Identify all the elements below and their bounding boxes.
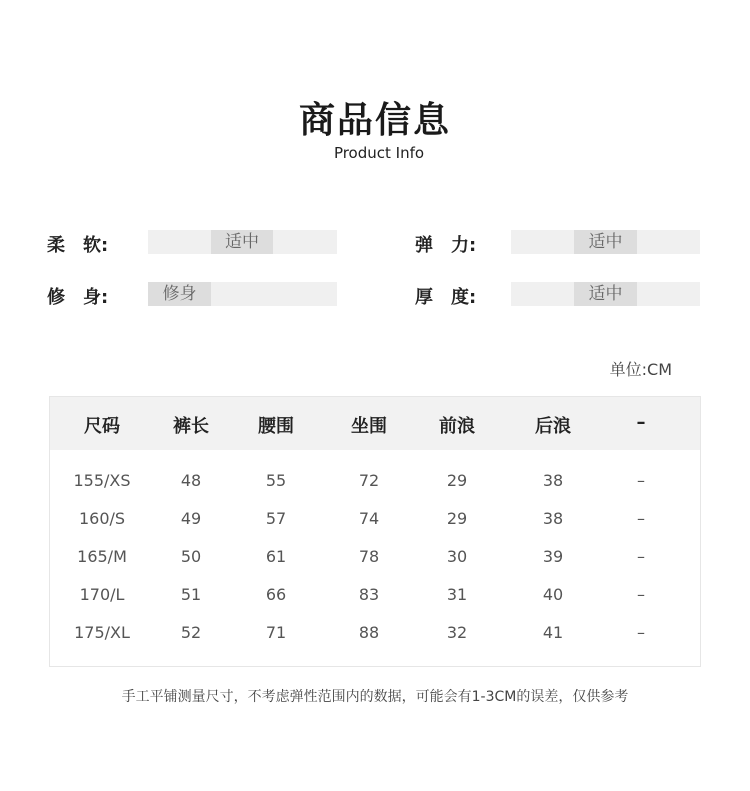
cell-hip: 74 xyxy=(358,509,380,528)
header-cell: 前浪 xyxy=(439,416,475,437)
cell-extra: – xyxy=(637,471,645,490)
thickness-bar xyxy=(511,282,700,306)
page-subtitle: Product Info xyxy=(333,144,425,162)
cell-back-rise: 38 xyxy=(542,471,564,490)
cell-hip: 72 xyxy=(358,471,380,490)
fit-label: 修 身: xyxy=(47,287,109,308)
cell-back-rise: 38 xyxy=(542,509,564,528)
header-cell: 坐围 xyxy=(351,416,387,437)
header-cell: 尺码 xyxy=(84,416,120,437)
cell-front-rise: 29 xyxy=(446,471,468,490)
cell-length: 49 xyxy=(180,509,202,528)
cell-size: 170/L xyxy=(79,585,125,604)
cell-size: 160/S xyxy=(78,509,126,528)
size-table xyxy=(49,396,701,667)
thickness-value: 适中 xyxy=(574,282,637,306)
softness-bar xyxy=(148,230,337,254)
cell-length: 50 xyxy=(180,547,202,566)
fit-bar xyxy=(148,282,337,306)
cell-front-rise: 32 xyxy=(446,623,468,642)
cell-waist: 55 xyxy=(265,471,287,490)
cell-back-rise: 40 xyxy=(542,585,564,604)
softness-label: 柔 软: xyxy=(47,235,109,256)
cell-length: 48 xyxy=(180,471,202,490)
thickness-label: 厚 度: xyxy=(415,287,477,308)
fit-value: 修身 xyxy=(148,282,211,306)
header-cell: 裤长 xyxy=(173,416,209,437)
elasticity-value: 适中 xyxy=(574,230,637,254)
cell-length: 51 xyxy=(180,585,202,604)
cell-hip: 88 xyxy=(358,623,380,642)
cell-back-rise: 39 xyxy=(542,547,564,566)
cell-length: 52 xyxy=(180,623,202,642)
cell-waist: 61 xyxy=(265,547,287,566)
cell-hip: 78 xyxy=(358,547,380,566)
cell-extra: – xyxy=(637,623,645,642)
measurement-footnote: 手工平铺测量尺寸，不考虑弹性范围内的数据，可能会有1-3CM的误差，仅供参考 xyxy=(121,689,629,705)
unit-label: 单位:CM xyxy=(609,360,672,379)
cell-extra: – xyxy=(637,585,645,604)
header-cell: – xyxy=(636,412,646,433)
cell-size: 165/M xyxy=(77,547,127,566)
cell-front-rise: 29 xyxy=(446,509,468,528)
cell-extra: – xyxy=(637,509,645,528)
page-title: 商品信息 xyxy=(298,100,451,141)
elasticity-bar xyxy=(511,230,700,254)
cell-extra: – xyxy=(637,547,645,566)
header-cell: 腰围 xyxy=(258,416,294,437)
header-cell: 后浪 xyxy=(535,416,571,437)
cell-back-rise: 41 xyxy=(542,623,564,642)
table-header xyxy=(50,397,700,450)
cell-waist: 66 xyxy=(265,585,287,604)
cell-waist: 71 xyxy=(265,623,287,642)
cell-hip: 83 xyxy=(358,585,380,604)
cell-front-rise: 30 xyxy=(446,547,468,566)
cell-size: 155/XS xyxy=(73,471,131,490)
cell-waist: 57 xyxy=(265,509,287,528)
softness-value: 适中 xyxy=(211,230,273,254)
cell-front-rise: 31 xyxy=(446,585,468,604)
elasticity-label: 弹 力: xyxy=(415,235,477,256)
cell-size: 175/XL xyxy=(74,623,130,642)
